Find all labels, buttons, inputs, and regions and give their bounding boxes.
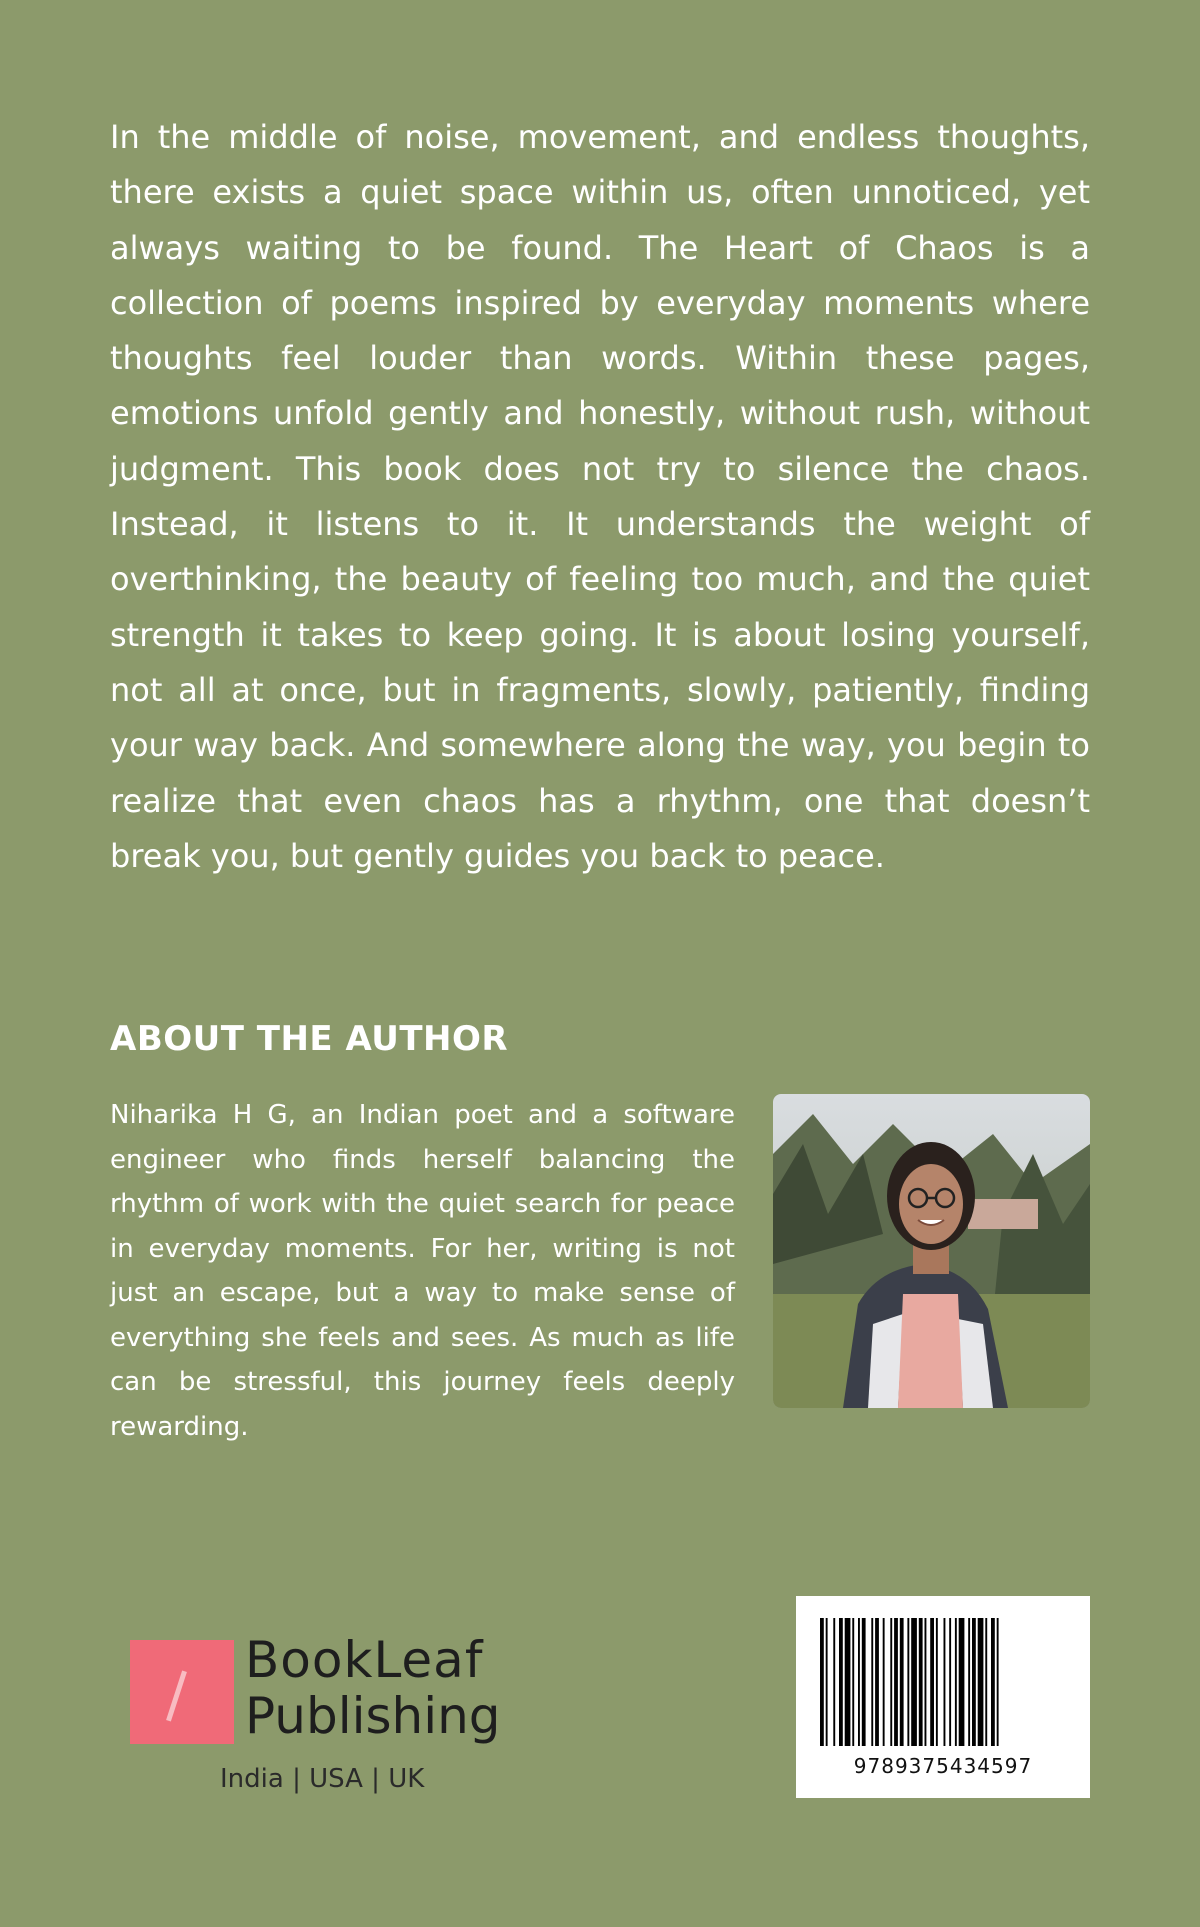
- author-photo: [773, 1094, 1090, 1408]
- back-cover-blurb: In the middle of noise, movement, and endless thoughts, there exists a quiet space within us, often unnoticed, yet always waiting to be found. The Heart of Chaos is a collection of poems inspired by everyday moments where thoughts feel louder than words. Within these pages, emotions unfold gently and honestly, without rush, without judgment. This book does not try to silence the chaos. Instead, it listens to it. It understands the weight of overthinking, the beauty of feeling too much, and the quiet strength it takes to keep going. It is about losing yourself, not all at once, but in fragments, slowly, patiently, finding your way back. And somewhere along the way, you begin to realize that even chaos has a rhythm, one that doesn’t break you, but gently guides you back to peace.: [110, 118, 1090, 875]
- publisher-regions: India | USA | UK: [220, 1764, 425, 1794]
- publisher-name-line1: BookLeaf: [245, 1631, 484, 1689]
- about-author-heading: ABOUT THE AUTHOR: [110, 1019, 509, 1059]
- barcode-bars-icon: [820, 1618, 1066, 1746]
- publisher-name-line2: Publishing: [245, 1687, 501, 1745]
- author-bio: Niharika H G, an Indian poet and a software engineer who finds herself balancing the rhythm of work with the quiet search for peace in everyday moments. For her, writing is not just an escape, but a way to make sense of everything she feels and sees. As much as life can be stressful, this journey feels deeply rewarding.: [110, 1100, 735, 1442]
- publisher-mark-icon: [130, 1640, 234, 1744]
- publisher-logo: [130, 1630, 530, 1800]
- isbn-number: 9789375434597: [853, 1754, 1033, 1778]
- isbn-barcode: [796, 1596, 1090, 1798]
